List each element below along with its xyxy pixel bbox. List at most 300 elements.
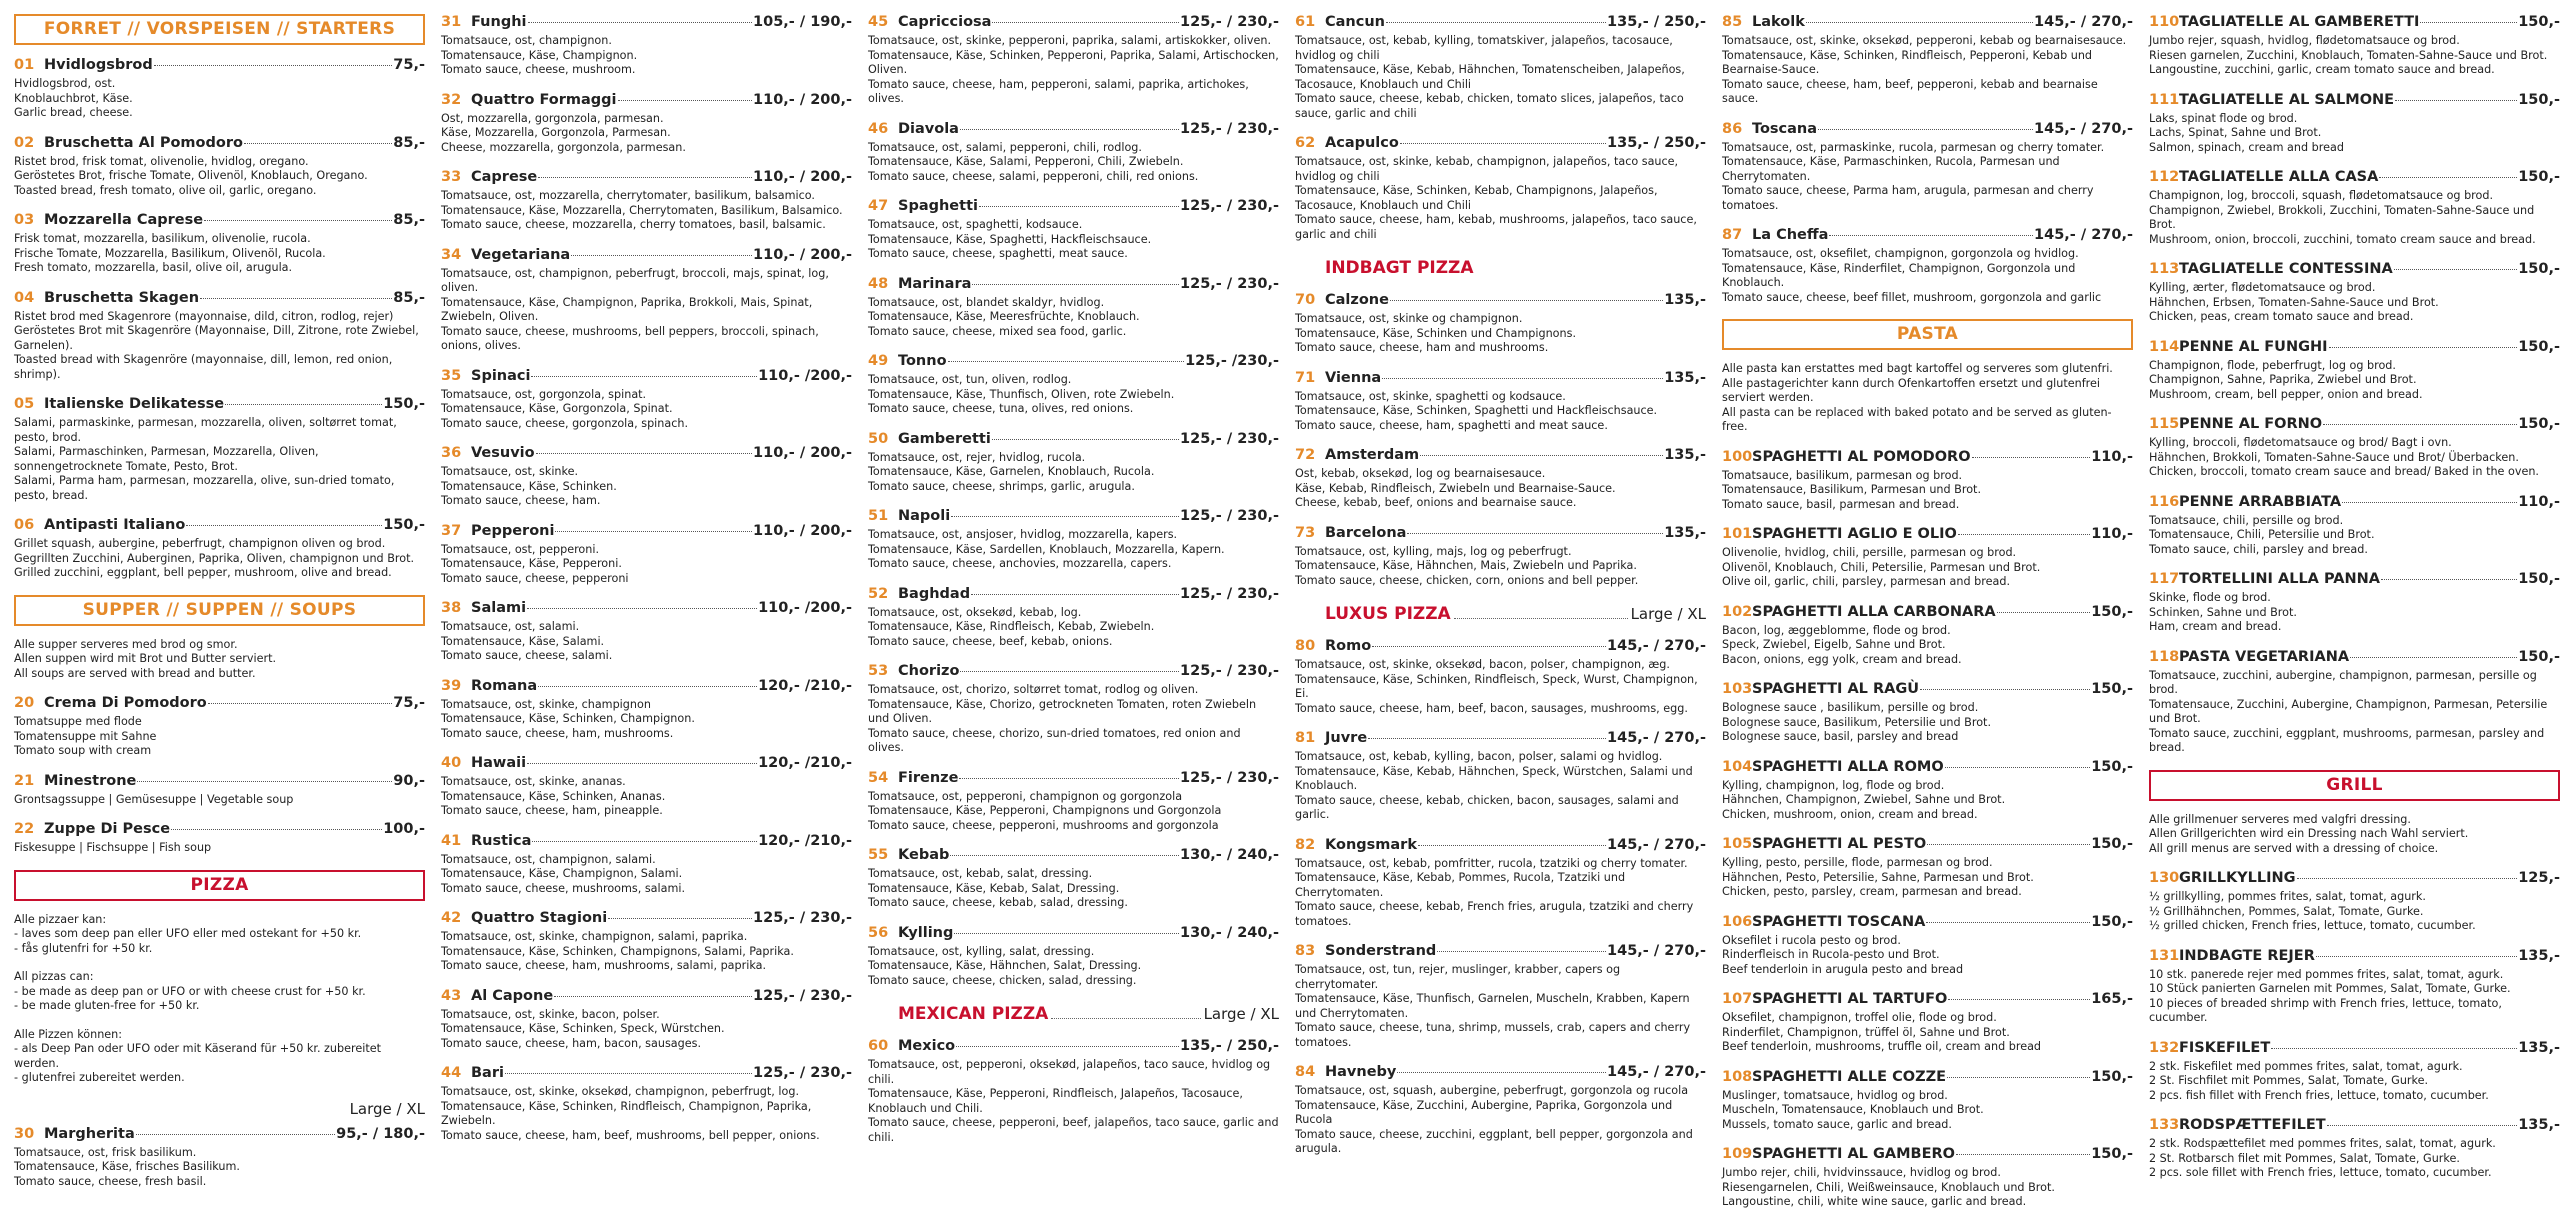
description-line: Tomatensauce, Chili, Petersilie und Brot. <box>2149 528 2375 541</box>
item-number: 84 <box>1295 1064 1316 1080</box>
item-name: Spinaci <box>471 367 531 384</box>
description-line: Tomatensauce, Käse, Kebab, Hähnchen, Tomatenscheiben, Jalapeños, Tacosauce, Knoblauch und Chili <box>1295 63 1685 91</box>
menu-item <box>1722 604 2133 668</box>
item-description <box>868 1058 1279 1145</box>
item-name: Hawaii <box>471 755 527 771</box>
leader-dots <box>1927 844 2090 845</box>
item-name: FISKEFILET <box>2179 1039 2271 1056</box>
item-price: 120,- /210,- <box>758 677 852 694</box>
description-line: Tomato sauce, cheese, fresh basil. <box>14 1174 207 1188</box>
menu-item-header <box>1295 447 1706 464</box>
description-line: Tomatsuppe med flode <box>14 715 142 728</box>
description-line: Tomatensauce, Käse, Spaghetti, Hackfleischsauce. <box>868 232 1152 246</box>
item-number: 38 <box>441 600 462 616</box>
size-label: Large / XL <box>349 1099 425 1118</box>
item-price: 125,- / 230,- <box>753 987 852 1004</box>
leader-dots <box>244 143 392 144</box>
description-line: Tomatsauce, ost, kebab, pomfritter, rucola, tzatziki og cherry tomater. <box>1295 856 1688 870</box>
menu-item-header <box>2149 870 2560 887</box>
description-line: Tomatsauce, ost, kylling, salat, dressing. <box>868 944 1095 958</box>
item-description <box>2149 112 2560 156</box>
leader-dots <box>992 22 1179 23</box>
item-description <box>1722 1011 2133 1055</box>
description-line: Knoblauchbrot, Käse. <box>14 91 133 105</box>
description-line: Lachs, Spinat, Sahne und Brot. <box>2149 126 2322 139</box>
item-price: 125,- / 230,- <box>1180 663 1279 679</box>
description-line: Jumbo rejer, chili, hvidvinssauce, hvidlog og brod. <box>1722 1166 2001 1179</box>
menu-item-header <box>14 695 425 712</box>
item-price: 145,- / 270,- <box>1607 1064 1706 1080</box>
item-number: 20 <box>14 695 35 711</box>
menu-item-header <box>1295 943 1706 960</box>
description-line: Tomatsauce, ost, skinke. <box>441 465 579 478</box>
description-line: Tomatsauce, ost, spaghetti, kodsauce. <box>868 218 1083 231</box>
description-line: Champignon, Sahne, Paprika, Zwiebel und Brot. <box>2149 373 2417 386</box>
description-line: Tomatensauce, Käse, Gorgonzola, Spinat. <box>441 402 673 415</box>
menu-column-2 <box>441 14 852 1223</box>
menu-item-header <box>441 833 852 850</box>
item-price: 125,- / 230,- <box>1180 769 1279 786</box>
menu-item <box>868 925 1279 989</box>
description-line: Grillet squash, aubergine, peberfrugt, champignon oliven og brod. <box>14 537 386 550</box>
menu-item <box>1295 525 1706 589</box>
description-line: Tomatsauce, basilikum, parmesan og brod. <box>1722 468 1963 482</box>
description-line: Tomatsauce, ost, ansjoser, hvidlog, mozzarella, kapers. <box>868 528 1178 541</box>
item-name: Chorizo <box>898 663 960 679</box>
item-name: Toscana <box>1752 120 1818 137</box>
item-price: 110,- / 200,- <box>753 91 852 108</box>
description-line: Oksefilet, champignon, troffel olie, flode og brod. <box>1722 1011 1997 1024</box>
description-line: Tomato sauce, cheese, salami, pepperoni, chili, red onions. <box>868 169 1199 183</box>
menu-item-header <box>1722 449 2133 466</box>
item-description <box>14 841 425 856</box>
description-line: Tomatsauce, ost, skinke, kebab, champignon, jalapeños, taco sauce, hvidlog og chili <box>1295 155 1679 183</box>
item-price: 150,- <box>2518 91 2560 108</box>
menu-item <box>1722 14 2133 107</box>
description-line: Tomato sauce, cheese, chicken, corn, onions and bell pepper. <box>1295 573 1639 587</box>
menu-item <box>14 57 425 121</box>
item-name: Cancun <box>1325 14 1385 30</box>
item-description <box>1295 963 1706 1050</box>
description-line: Olivenöl, Knoblauch, Chili, Petersilie, Parmesan und Brot. <box>1722 560 2041 574</box>
item-name: SPAGHETTI AL GAMBERO <box>1752 1146 1955 1162</box>
item-name: Bruschetta Al Pomodoro <box>44 134 243 151</box>
description-line: Tomatsauce, ost, tun, rejer, muslinger, krabber, capers og cherrytomater. <box>1295 963 1621 991</box>
description-line: Tomato sauce, cheese, mushrooms, bell peppers, broccoli, spinach, onions, olives. <box>441 324 819 352</box>
item-description <box>441 543 852 587</box>
description-line: Tomatensauce, Käse, Pepperoni, Rindfleisch, Jalapeños, Tacosauce, Knoblauch und Chili. <box>868 1087 1243 1115</box>
leader-dots <box>208 703 393 704</box>
item-name: Mexico <box>898 1038 956 1054</box>
description-line: Ristet brod med Skagenrore (mayonnaise, dild, citron, rodlog, rejer) <box>14 309 394 323</box>
description-line: Tomatsauce, ost, skinke og champignon. <box>1295 312 1523 325</box>
description-line: Tomatsauce, ost, kebab, kylling, tomatskiver, jalapeños, tacosauce, hvidlog og chili <box>1295 34 1673 62</box>
menu-item <box>441 92 852 156</box>
section-title: MEXICAN PIZZA <box>898 1004 1049 1024</box>
description-line: Tomato sauce, cheese, kebab, salad, dressing. <box>868 896 1128 909</box>
description-line: Tomato sauce, cheese, mushroom. <box>441 63 636 76</box>
menu-item <box>1722 759 2133 823</box>
item-price: 110,- <box>2518 493 2560 510</box>
leader-dots <box>1806 22 2033 23</box>
menu-item <box>1722 227 2133 305</box>
item-description <box>441 1085 852 1143</box>
description-line: Laks, spinat flode og brod. <box>2149 111 2298 125</box>
item-name: PENNE ARRABBIATA <box>2179 493 2342 510</box>
section-note: Alle grillmenuer serveres med valgfri dressing. Allen Grillgerichten wird ein Dressing nach Wahl serviert. All grill menus are served with a dressing of choice. <box>2149 812 2469 855</box>
menu-item <box>2149 571 2560 635</box>
leader-dots <box>1972 457 2091 458</box>
item-name: Romo <box>1325 638 1372 654</box>
leader-dots <box>2342 502 2517 503</box>
description-line: Tomatensauce, Käse, Schinken, Ananas. <box>441 789 666 803</box>
description-line: Tomato sauce, cheese, ham, pepperoni, salami, paprika, artichokes, olives. <box>868 77 1249 105</box>
description-line: Tomatensauce, Käse, Schinken, Pepperoni, Paprika, Salami, Artischocken, Oliven. <box>868 48 1279 76</box>
leader-dots <box>505 1073 752 1074</box>
description-line: ½ grilled chicken, French fries, lettuce, tomato, cucumber. <box>2149 919 2476 932</box>
item-price: 110,- / 200,- <box>753 169 852 185</box>
menu-item <box>868 198 1279 262</box>
item-number: 73 <box>1295 524 1316 541</box>
item-price: 125,- / 230,- <box>1180 275 1279 292</box>
item-description <box>1722 247 2133 305</box>
item-name: Lakolk <box>1752 14 1805 30</box>
item-description <box>1722 934 2133 978</box>
item-description <box>1295 545 1706 589</box>
item-description <box>14 310 425 383</box>
menu-item-header <box>1722 759 2133 776</box>
description-line: Tomato sauce, cheese, ham, mushrooms, salami, paprika. <box>441 959 767 972</box>
item-price: 75,- <box>393 695 425 711</box>
description-line: 10 stk. panerede rejer med pommes frites, salat, tomat, agurk. <box>2149 967 2504 981</box>
description-line: ½ grillkylling, pommes frites, salat, tomat, agurk. <box>2149 890 2426 903</box>
item-number: 83 <box>1295 943 1316 959</box>
item-price: 150,- <box>2091 1146 2133 1162</box>
item-description <box>1722 701 2133 745</box>
item-number: 82 <box>1295 836 1316 853</box>
item-name: SPAGHETTI AL RAGÙ <box>1752 681 1920 697</box>
description-line: Tomatsauce, ost, kylling, majs, log og peberfrugt. <box>1295 544 1572 558</box>
section-heading-mexican-pizza <box>868 1002 1279 1026</box>
menu-item <box>868 353 1279 417</box>
menu-item-header <box>441 368 852 385</box>
leader-dots <box>971 594 1179 595</box>
description-line: Hähnchen, Brokkoli, Tomaten-Sahne-Sauce und Brot/ Überbacken. <box>2149 450 2519 464</box>
description-line: Chicken, mushroom, onion, cream and bread. <box>1722 807 1978 821</box>
item-name: Pepperoni <box>471 522 555 539</box>
item-number: 30 <box>14 1125 35 1142</box>
description-line: Tomatensauce, Käse, Kebab, Pommes, Rucola, Tzatziki und Cherrytomaten. <box>1295 871 1626 899</box>
leader-dots <box>532 841 757 842</box>
menu-item-header <box>441 523 852 540</box>
description-line: Muslinger, tomatsauce, hvidlog og brod. <box>1722 1088 1948 1102</box>
item-name: Napoli <box>898 508 951 524</box>
description-line: 10 pieces of breaded shrimp with French fries, lettuce, tomato, cucumber. <box>2149 996 2502 1024</box>
item-price: 135,- / 250,- <box>1607 135 1706 151</box>
description-line: Käse, Kebab, Rindfleisch, Zwiebeln und Bearnaise-Sauce. <box>1295 481 1616 495</box>
leader-dots <box>538 686 757 687</box>
menu-item-header <box>1722 681 2133 698</box>
description-line: Tomato sauce, cheese, kebab, chicken, bacon, sausages, salami and garlic. <box>1295 793 1679 821</box>
description-line: Tomatensuppe mit Sahne <box>14 729 157 743</box>
description-line: Hähnchen, Erbsen, Tomaten-Sahne-Sauce und Brot. <box>2149 295 2439 309</box>
item-name: Margherita <box>44 1125 135 1142</box>
description-line: Tomato sauce, cheese, ham, beef, bacon, sausages, mushrooms, egg. <box>1295 701 1688 715</box>
item-number: 71 <box>1295 369 1316 386</box>
item-number: 45 <box>868 14 889 30</box>
leader-dots <box>1407 533 1663 534</box>
item-number: 50 <box>868 430 889 447</box>
item-number: 105 <box>1722 836 1753 852</box>
leader-dots <box>571 255 752 256</box>
menu-item <box>14 517 425 581</box>
item-name: Tonno <box>898 353 947 369</box>
item-description <box>2149 359 2560 403</box>
menu-item <box>1722 991 2133 1055</box>
leader-dots <box>979 206 1179 207</box>
menu-item-header <box>1722 526 2133 543</box>
leader-dots <box>1382 378 1663 379</box>
menu-column-6 <box>2149 14 2560 1223</box>
item-name: Quattro Stagioni <box>471 910 608 926</box>
description-line: Tomato sauce, cheese, chorizo, sun-dried tomatoes, red onion and olives. <box>868 726 1241 754</box>
leader-dots <box>950 855 1179 856</box>
menu-column-3 <box>868 14 1279 1223</box>
description-line: Tomatensauce, Käse, Schinken, Champignon. <box>441 712 695 725</box>
item-name: INDBAGTE REJER <box>2179 947 2315 964</box>
item-number: 21 <box>14 772 35 789</box>
item-name: Havneby <box>1325 1064 1397 1080</box>
item-description <box>868 945 1279 989</box>
section-note: All pizzas can: - be made as deep pan or UFO or with cheese crust for +50 kr. - be made gluten-free for +50 kr. <box>14 970 366 1012</box>
menu-item-header <box>441 988 852 1005</box>
menu-item-header <box>868 1038 1279 1055</box>
leader-dots <box>2379 177 2517 178</box>
item-description <box>868 373 1279 417</box>
menu-item <box>2149 416 2560 480</box>
menu-item-header <box>14 773 425 790</box>
description-line: Tomato sauce, cheese, kebab, French fries, arugula, tzatziki and cherry tomatoes. <box>1295 900 1694 928</box>
description-line: Beef tenderloin, mushrooms, truffle oil, cream and bread <box>1722 1040 2042 1053</box>
description-line: Tomatensauce, Käse, Champignon, Salami. <box>441 867 683 880</box>
description-line: Tomatsauce, ost, skinke, spaghetti og kodsauce. <box>1295 389 1566 403</box>
item-number: 133 <box>2149 1117 2180 1133</box>
description-line: Tomatensauce, Käse, Schinken, Rindfleisch, Pepperoni, Kebab und Bearnaise-Sauce. <box>1722 48 2093 76</box>
description-line: Tomatsauce, ost, champignon. <box>441 34 612 47</box>
item-price: 150,- <box>383 517 425 533</box>
description-line: Riesen garnelen, Zucchini, Knoblauch, Tomaten-Sahne-Sauce und Brot. <box>2149 48 2548 62</box>
section-note: Alle Pizzen können: - als Deep Pan oder UFO oder mit Käserand für +50 kr. zubereitet werden. - glutenfrei zubereitet werden. <box>14 1027 382 1084</box>
item-price: 145,- / 270,- <box>1607 638 1706 654</box>
menu-item <box>441 247 852 354</box>
item-name: Zuppe Di Pesce <box>44 821 171 837</box>
menu-item <box>1295 943 1706 1050</box>
leader-dots <box>154 65 393 66</box>
menu-item-header <box>441 169 852 186</box>
leader-dots <box>1958 534 2090 535</box>
description-line: Salami, Parmaschinken, Parmesan, Mozzarella, Oliven, sonnengetrocknete Tomate, Pesto, Brot. <box>14 445 319 473</box>
item-price: 165,- <box>2091 991 2133 1007</box>
leader-dots <box>136 1134 335 1135</box>
leader-dots <box>527 608 757 609</box>
description-line: Tomato sauce, chili, parsley and bread. <box>2149 542 2368 556</box>
description-line: Tomato sauce, cheese, ham, spaghetti and meat sauce. <box>1295 418 1608 432</box>
item-description <box>868 683 1279 756</box>
leader-dots <box>1418 845 1606 846</box>
description-line: Rinderfleisch in Rucola-pesto und Brot. <box>1722 948 1940 961</box>
menu-item <box>2149 948 2560 1026</box>
leader-dots <box>1420 455 1663 456</box>
item-number: 44 <box>441 1065 462 1081</box>
item-description <box>1295 34 1706 121</box>
leader-dots <box>555 531 752 532</box>
item-name: Vienna <box>1325 369 1382 386</box>
item-description <box>14 793 425 808</box>
item-name: SPAGHETTI ALLA CARBONARA <box>1752 603 1996 620</box>
item-number: 132 <box>2149 1039 2180 1056</box>
description-line: Tomatensauce, Käse, Garnelen, Knoblauch, Rucola. <box>868 465 1155 478</box>
item-number: 113 <box>2149 261 2180 277</box>
size-label: Large / XL <box>1203 1005 1279 1023</box>
menu-item <box>14 821 425 856</box>
item-number: 70 <box>1295 292 1316 308</box>
description-line: Tomato sauce, cheese, pepperoni, mushrooms and gorgonzola <box>868 818 1219 832</box>
description-line: Tomatsauce, ost, salami. <box>441 620 580 633</box>
item-description <box>2149 514 2560 558</box>
item-price: 135,- <box>1664 292 1706 308</box>
item-price: 135,- <box>1664 447 1706 463</box>
menu-item <box>1722 681 2133 745</box>
item-description <box>2149 968 2560 1026</box>
menu-item-header <box>868 925 1279 942</box>
menu-item-header <box>2149 14 2560 31</box>
leader-dots <box>536 453 752 454</box>
item-number: 39 <box>441 677 462 694</box>
description-line: Oksefilet i rucola pesto og brod. <box>1722 933 1901 947</box>
item-number: 115 <box>2149 416 2180 432</box>
item-price: 120,- /210,- <box>758 832 852 849</box>
description-line: Bolognese sauce, basil, parsley and bread <box>1722 730 1959 743</box>
item-price: 125,- / 230,- <box>753 910 852 926</box>
menu-item <box>868 276 1279 340</box>
item-description <box>441 267 852 354</box>
menu-item <box>441 833 852 897</box>
menu-item-header <box>14 517 425 534</box>
leader-dots <box>2381 579 2517 580</box>
description-line: Tomatensauce, Käse, Schinken, Spaghetti und Hackfleischsauce. <box>1295 404 1658 417</box>
item-name: Calzone <box>1325 292 1389 308</box>
description-line: Tomatsauce, chili, persille og brod. <box>2149 513 2344 527</box>
item-price: 150,- <box>2091 603 2133 620</box>
menu-item <box>441 169 852 233</box>
description-line: Chicken, peas, cream tomato sauce and bread. <box>2149 310 2414 323</box>
menu-item-header <box>441 14 852 31</box>
leader-dots <box>948 361 1185 362</box>
description-line: Tomato sauce, cheese, mushrooms, salami. <box>441 881 686 895</box>
section-title: INDBAGT PIZZA <box>1325 258 1474 278</box>
description-line: Ost, mozzarella, gorgonzola, parmesan. <box>441 111 664 125</box>
description-line: Tomatsauce, ost, mozzarella, cherrytomater, basilikum, balsamico. <box>441 189 815 202</box>
item-number: 118 <box>2149 648 2180 665</box>
description-line: Jumbo rejer, squash, hvidlog, flødetomatsauce og brod. <box>2149 34 2460 47</box>
item-number: 01 <box>14 57 35 73</box>
item-price: 90,- <box>393 772 425 789</box>
menu-item <box>14 290 425 383</box>
item-number: 80 <box>1295 638 1316 654</box>
menu-item-header <box>1295 292 1706 309</box>
item-price: 145,- / 270,- <box>1607 943 1706 959</box>
item-name: SPAGHETTI AL TARTUFO <box>1752 991 1948 1007</box>
menu-item-header <box>868 353 1279 370</box>
description-line: Tomatsauce, ost, skinke, bacon, polser. <box>441 1007 660 1021</box>
item-number: 100 <box>1722 448 1753 465</box>
description-line: Tomatensauce, Käse, Mozzarella, Cherrytomaten, Basilikum, Balsamico. <box>441 203 843 217</box>
menu-item-header <box>868 121 1279 138</box>
leader-dots <box>1390 300 1663 301</box>
item-name: Quattro Formaggi <box>471 91 617 108</box>
menu-item <box>2149 870 2560 934</box>
item-number: 106 <box>1722 913 1753 930</box>
item-description <box>868 606 1279 650</box>
item-name: Crema Di Pomodoro <box>44 695 207 711</box>
leader-dots <box>2316 956 2517 957</box>
item-name: Vegetariana <box>471 246 571 263</box>
menu-item-header <box>441 445 852 462</box>
menu-column-4 <box>1295 14 1706 1223</box>
description-line: Tomato sauce, cheese, zucchini, eggplant, bell pepper, gorgonzola and arugula. <box>1295 1127 1693 1155</box>
description-line: Tomatensauce, Käse, Champignon. <box>441 48 638 62</box>
description-line: Tomato sauce, cheese, ham, beef, pepperoni, kebab and bearnaise sauce. <box>1722 77 2098 105</box>
item-description <box>2149 281 2560 325</box>
item-name: Caprese <box>471 169 538 185</box>
item-name: PASTA VEGETARIANA <box>2179 648 2350 665</box>
item-price: 135,- <box>2518 947 2560 964</box>
menu-item <box>1295 14 1706 121</box>
description-line: Hähnchen, Pesto, Petersilie, Sahne, Parmesan und Brot. <box>1722 870 2034 884</box>
description-line: Tomato sauce, cheese, pepperoni, beef, jalapeños, taco sauce, garlic and chili. <box>868 1116 1279 1144</box>
item-number: 114 <box>2149 338 2180 355</box>
description-line: Tomatsauce, ost, skinke, oksekød, pepperoni, kebab og bearnaisesauce. <box>1722 34 2127 47</box>
item-name: SPAGHETTI ALLA ROMO <box>1752 758 1944 775</box>
leader-dots <box>1829 235 2033 236</box>
item-number: 03 <box>14 212 35 228</box>
description-line: Skinke, flode og brod. <box>2149 591 2271 604</box>
description-line: Tomatsauce, ost, skinke, champignon, salami, paprika. <box>441 930 748 943</box>
item-description <box>441 465 852 509</box>
item-description <box>2149 1060 2560 1104</box>
item-description <box>441 930 852 974</box>
section-heading-pizza: PIZZA <box>14 870 425 901</box>
description-line: Salmon, spinach, cream and bread <box>2149 140 2344 154</box>
item-description <box>868 34 1279 107</box>
description-line: Langoustine, chili, white wine sauce, garlic and bread. <box>1722 1195 2027 1208</box>
item-price: 125,- / 230,- <box>753 1065 852 1081</box>
description-line: Frische Tomate, Mozzarella, Basilikum, Olivenöl, Rucola. <box>14 246 326 260</box>
description-line: Tomatsauce, ost, skinke, champignon <box>441 697 651 711</box>
menu-item <box>441 755 852 819</box>
item-description <box>868 528 1279 572</box>
menu-item-header <box>868 198 1279 215</box>
description-line: Salami, Parma ham, parmesan, mozzarella, olive, sun-dried tomato, pesto, bread. <box>14 474 395 502</box>
item-name: Diavola <box>898 120 959 137</box>
description-line: Tomato sauce, cheese, ham, pineapple. <box>441 804 663 817</box>
menu-item <box>441 600 852 664</box>
description-line: Tomatsauce, ost, rejer, hvidlog, rucola. <box>868 450 1086 464</box>
item-name: Vesuvio <box>471 445 535 461</box>
item-description <box>1722 1089 2133 1133</box>
description-line: Tomato sauce, cheese, Parma ham, arugula, parmesan and cherry tomatoes. <box>1722 184 2094 212</box>
description-line: Tomatsauce, ost, pepperoni. <box>441 542 600 556</box>
